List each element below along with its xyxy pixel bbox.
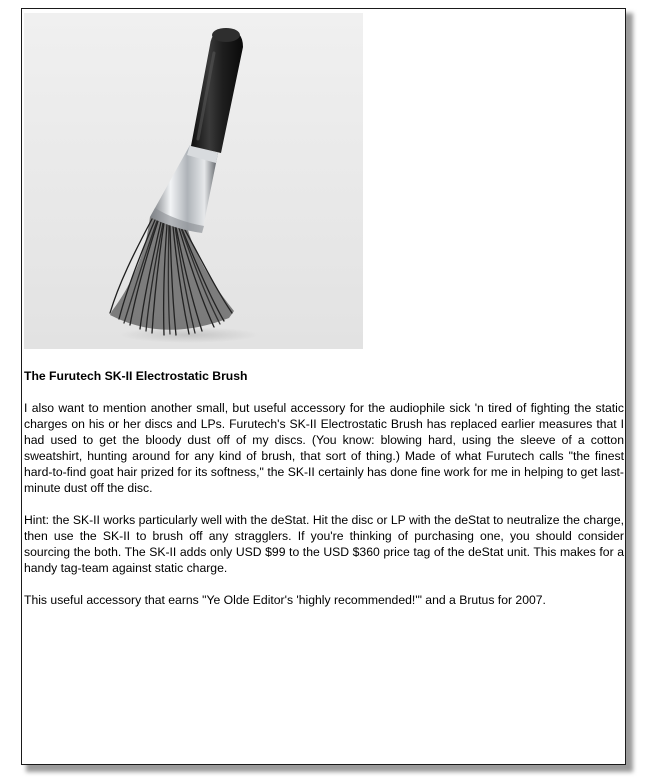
article-page xyxy=(21,8,626,765)
brush-photo xyxy=(24,13,363,349)
article-body xyxy=(24,368,624,624)
article-paragraph-1: I also want to mention another small, but useful accessory for the audiophile sick 'n tired of fighting the static charges on his or her discs and LPs. Furutech's SK-II Electrostatic Brush has replaced earlier measures that I had used to get the bloody dust off of my discs. (You know: blowing hard, using the sleeve of a cotton sweatshirt, hunting around for any kind of brush, that sort of thing.) Made of what Furutech calls "the finest hard-to-find goat hair prized for its softness," the SK-II certainly has done fine work for me in helping to get last-minute dust off the disc. xyxy=(24,401,624,495)
article-paragraph-2: Hint: the SK-II works particularly well with the deStat. Hit the disc or LP with the deStat to neutralize the charge, then use the SK-II to brush off any stragglers. If you're thinking of purchasing one, you should consider sourcing the both. The SK-II adds only USD $99 to the USD $360 price tag of the deStat unit. This makes for a handy tag-team against static charge. xyxy=(24,513,624,575)
article-title: The Furutech SK-II Electrostatic Brush xyxy=(24,369,248,383)
article-paragraph-3: This useful accessory that earns "Ye Olde Editor's 'highly recommended!'" and a Brutus for 2007. xyxy=(24,593,546,607)
